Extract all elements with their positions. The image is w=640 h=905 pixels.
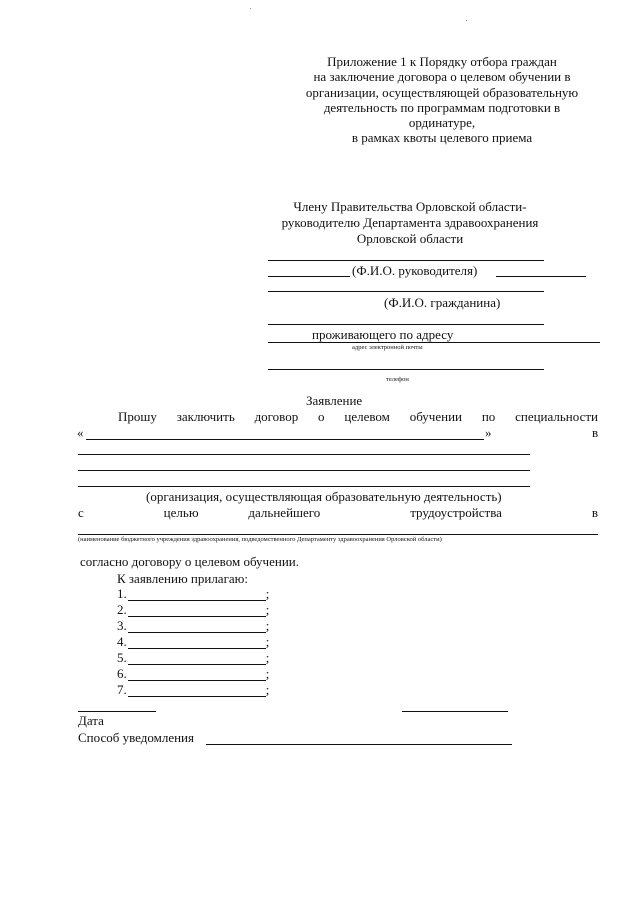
attachment-item-7[interactable] xyxy=(117,682,269,697)
attachment-item-3[interactable] xyxy=(117,618,269,633)
scan-speck xyxy=(250,8,251,9)
addressee-line: Члену Правительства Орловской области- xyxy=(293,199,527,214)
attachment-end: ; xyxy=(265,602,270,617)
attachment-num: 5. xyxy=(117,650,127,665)
scan-speck xyxy=(466,20,467,21)
residing-label: проживающего по адресу xyxy=(312,327,454,342)
attachment-num: 6. xyxy=(117,666,127,681)
date-label: Дата xyxy=(78,713,104,728)
attachment-item-6[interactable] xyxy=(117,666,269,681)
appendix-line: на заключение договора о целевом обучении в xyxy=(313,69,571,85)
request-word: по xyxy=(481,409,496,424)
attachment-item-1[interactable] xyxy=(117,586,269,601)
org-line-2[interactable] xyxy=(78,470,530,471)
attachment-end: ; xyxy=(265,682,270,697)
purpose-word: трудоустройства xyxy=(410,505,502,520)
attachment-item-4[interactable] xyxy=(117,634,269,649)
org-line-1[interactable] xyxy=(78,454,530,455)
attachment-num: 2. xyxy=(117,602,127,617)
appendix-header xyxy=(278,54,606,146)
phone-caption: телефон xyxy=(386,376,409,383)
purpose-word: дальнейшего xyxy=(248,505,321,520)
appendix-line: Приложение 1 к Порядку отбора граждан xyxy=(327,54,557,69)
signature-line[interactable] xyxy=(402,711,508,712)
appendix-line: организации, осуществляющей образовательную xyxy=(305,84,579,100)
attachment-field[interactable] xyxy=(128,620,266,633)
contract-text: согласно договору о целевом обучении. xyxy=(80,554,299,569)
attachment-end: ; xyxy=(265,650,270,665)
date-line[interactable] xyxy=(78,711,156,712)
institution-line[interactable] xyxy=(78,534,598,535)
attachment-end: ; xyxy=(265,586,270,601)
org-caption: (организация, осуществляющая образовательную деятельность) xyxy=(146,489,502,504)
request-word: обучении xyxy=(409,409,462,424)
request-line xyxy=(118,409,598,424)
statement-title: Заявление xyxy=(306,393,363,408)
quote-open: « xyxy=(77,425,84,440)
addressee-line: руководителю Департамента здравоохранения xyxy=(281,215,539,230)
attachment-end: ; xyxy=(265,618,270,633)
purpose-word: целью xyxy=(163,505,199,520)
head-name-line-2b[interactable] xyxy=(496,276,586,277)
notify-line[interactable] xyxy=(206,744,512,745)
purpose-word: в xyxy=(591,505,598,520)
attachment-field[interactable] xyxy=(128,668,266,681)
purpose-line xyxy=(78,505,598,520)
notify-label: Способ уведомления xyxy=(78,730,194,745)
org-line-3[interactable] xyxy=(78,486,530,487)
attachment-field[interactable] xyxy=(128,604,266,617)
in-word: в xyxy=(592,425,599,440)
addressee-block xyxy=(262,199,558,247)
attachment-item-5[interactable] xyxy=(117,650,269,665)
attachment-field[interactable] xyxy=(128,588,266,601)
head-name-caption: (Ф.И.О. руководителя) xyxy=(352,263,478,278)
attachment-field[interactable] xyxy=(128,684,266,697)
quote-close: » xyxy=(485,425,492,440)
citizen-name-caption: (Ф.И.О. гражданина) xyxy=(384,295,501,310)
addressee-line: Орловской области xyxy=(356,231,464,246)
request-word: целевом xyxy=(344,409,390,424)
email-line[interactable] xyxy=(268,369,544,370)
appendix-line: ординатуре, xyxy=(408,115,476,131)
appendix-line: деятельность по программам подготовки в xyxy=(323,99,561,115)
attachment-num: 4. xyxy=(117,634,127,649)
attachment-num: 1. xyxy=(117,586,127,601)
attachment-field[interactable] xyxy=(128,652,266,665)
appendix-line: в рамках квоты целевого приема xyxy=(351,130,533,146)
attachment-field[interactable] xyxy=(128,636,266,649)
institution-caption: (наименование бюджетного учреждения здравоохранения, подведомственного Департаменту здравоохранения Орловской области) xyxy=(78,536,442,543)
request-word: специальности xyxy=(515,409,598,424)
address-line-2[interactable] xyxy=(268,342,600,343)
attachment-end: ; xyxy=(265,634,270,649)
attachment-item-2[interactable] xyxy=(117,602,269,617)
attachment-num: 3. xyxy=(117,618,127,633)
head-name-line-2a[interactable] xyxy=(268,276,350,277)
specialty-line[interactable] xyxy=(86,439,484,440)
address-line-1[interactable] xyxy=(268,324,544,325)
request-word: договор xyxy=(254,409,299,424)
attachment-end: ; xyxy=(265,666,270,681)
request-word: заключить xyxy=(176,409,235,424)
request-word: Прошу xyxy=(118,409,157,424)
attachment-num: 7. xyxy=(117,682,127,697)
citizen-name-line[interactable] xyxy=(268,291,544,292)
attach-label: К заявлению прилагаю: xyxy=(117,571,249,586)
head-name-line-1[interactable] xyxy=(268,260,544,261)
request-word: о xyxy=(318,409,325,424)
purpose-word: с xyxy=(78,505,84,520)
email-caption: адрес электронной почты xyxy=(352,344,423,351)
